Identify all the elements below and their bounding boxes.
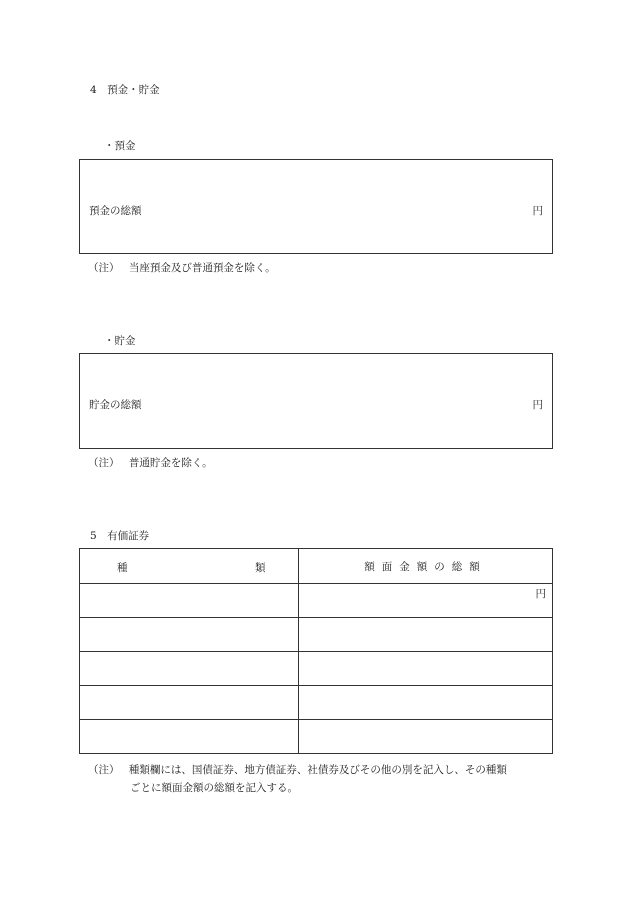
deposit-subheading: ・預金	[104, 140, 136, 152]
kind-header-part2: 類	[255, 562, 266, 574]
kind-cell[interactable]	[80, 618, 299, 652]
table-row	[80, 584, 553, 618]
securities-table	[79, 548, 553, 754]
securities-header-row	[80, 549, 553, 584]
section5-heading: 5 有価証券	[90, 530, 150, 542]
deposit-yen-unit: 円	[532, 205, 543, 217]
savings-total-box[interactable]	[79, 353, 553, 449]
amount-cell[interactable]	[299, 686, 553, 720]
deposit-total-label: 預金の総額	[89, 205, 142, 217]
table-row	[80, 618, 553, 652]
deposit-note-text: 当座預金及び普通預金を除く。	[128, 262, 276, 274]
amount-cell[interactable]	[299, 618, 553, 652]
savings-total-label: 貯金の総額	[89, 399, 142, 411]
kind-cell[interactable]	[80, 686, 299, 720]
deposit-note	[88, 260, 276, 275]
savings-note	[88, 455, 213, 470]
deposit-note-mark: （注）	[88, 262, 120, 274]
savings-note-text: 普通貯金を除く。	[128, 457, 213, 469]
securities-note-line1: 種類欄には、国債証券、地方債証券、社債券及びその他の別を記入し、その種類	[128, 764, 507, 776]
securities-note	[88, 762, 507, 777]
savings-note-mark: （注）	[88, 457, 120, 469]
amount-column-header: 額面金額の総額	[299, 549, 553, 584]
savings-yen-unit: 円	[532, 399, 543, 411]
kind-cell[interactable]	[80, 720, 299, 754]
table-row	[80, 652, 553, 686]
kind-cell[interactable]	[80, 652, 299, 686]
kind-column-header	[80, 549, 299, 584]
amount-cell[interactable]	[299, 584, 553, 618]
amount-cell[interactable]	[299, 652, 553, 686]
securities-note-mark: （注）	[88, 764, 120, 776]
deposit-total-box[interactable]	[79, 159, 553, 254]
savings-subheading: ・貯金	[104, 335, 136, 347]
kind-header-part1: 種	[117, 562, 128, 574]
table-row	[80, 686, 553, 720]
section4-heading: 4 預金・貯金	[90, 84, 160, 96]
amount-yen-unit: 円	[535, 588, 546, 600]
kind-cell[interactable]	[80, 584, 299, 618]
amount-cell[interactable]	[299, 720, 553, 754]
securities-note-line2: ごとに額面金額の総額を記入する。	[130, 782, 298, 794]
table-row	[80, 720, 553, 754]
